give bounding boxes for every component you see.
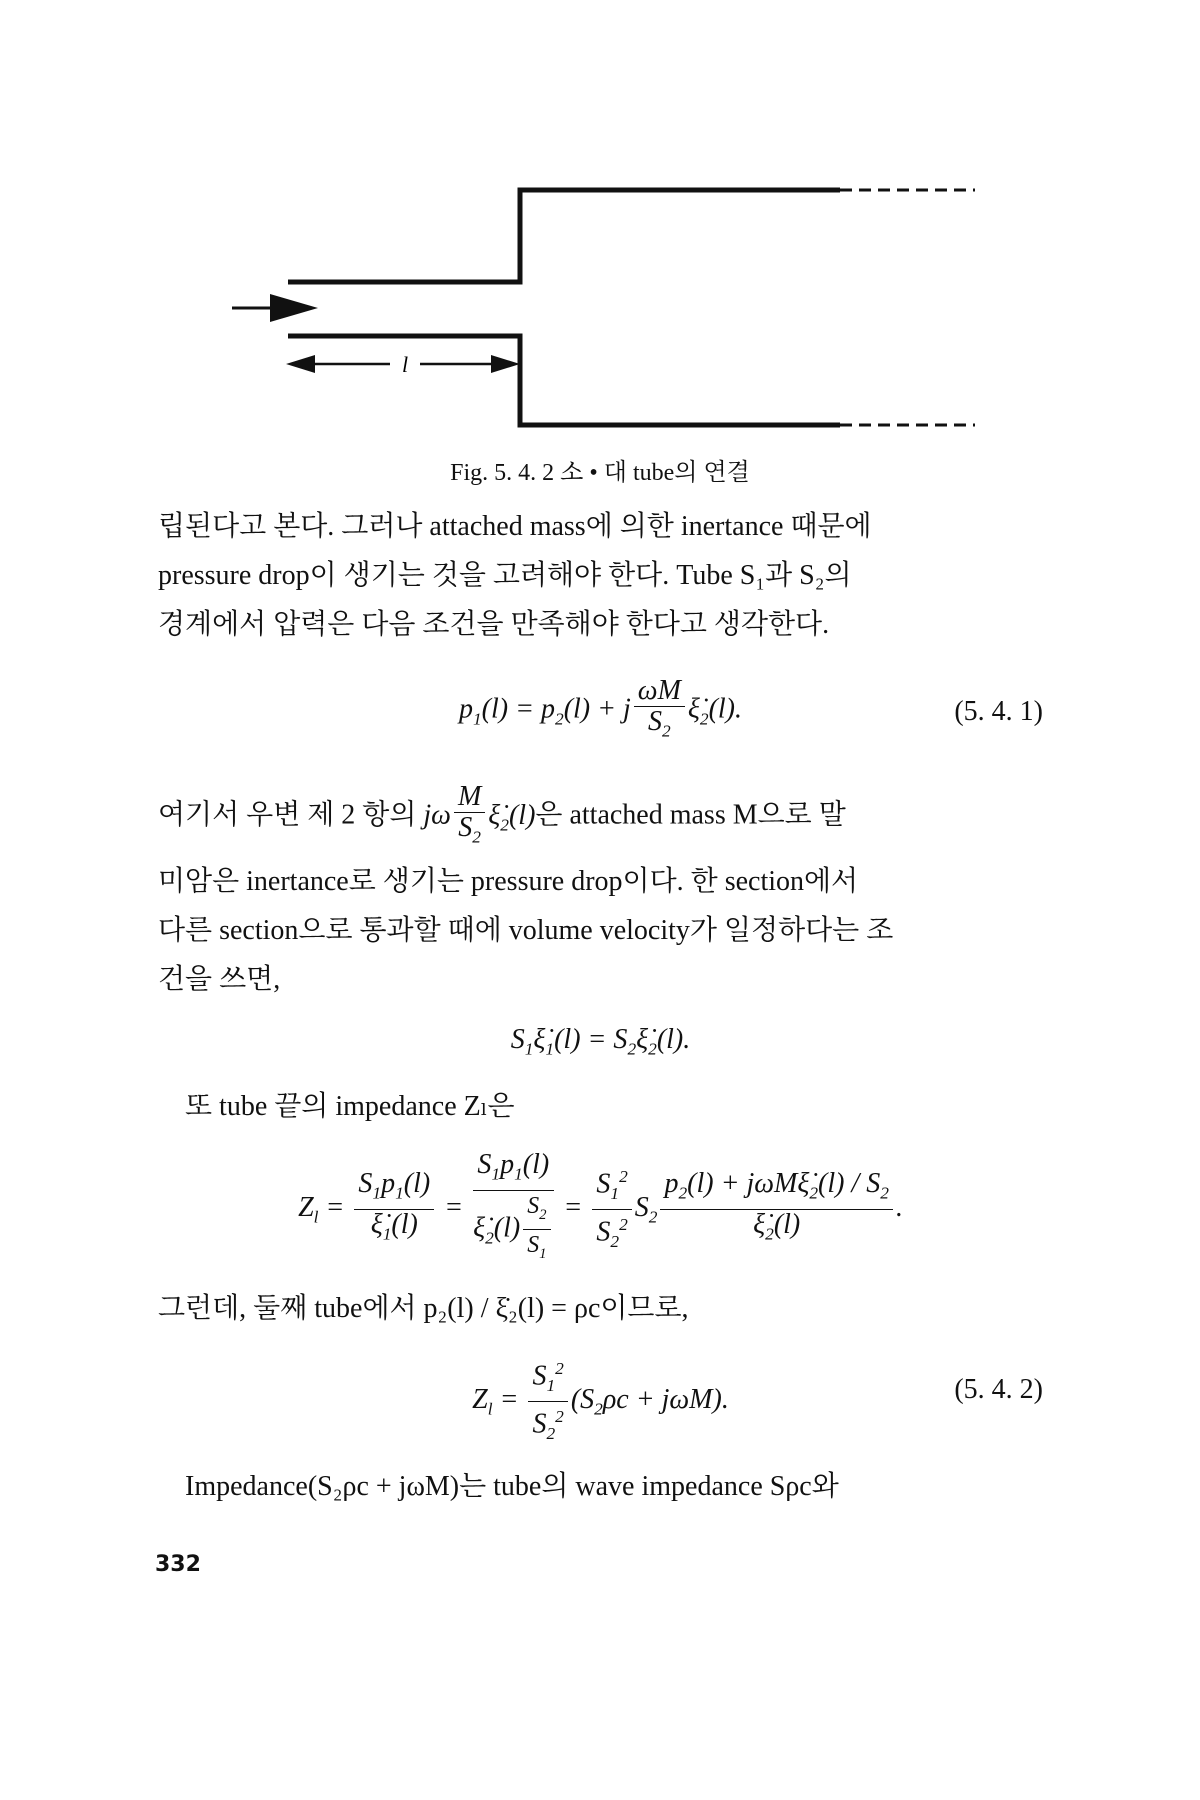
large-tube-upper-wall	[288, 190, 840, 282]
paragraph-2: 여기서 우변 제 2 항의 jω $\frac{M}{S_2}$ $\xi̇_2(l)$은 attached mass M으로 말 미암은 inertance로 생기는 pressure drop이다. 한 section에서 다른 section으로 통과할 때에 volume velocity가 일정하다는 조 건을 쓰면,	[158, 782, 1043, 1004]
tube-junction-figure	[0, 0, 1200, 500]
text-line: 경계에서 압력은 다음 조건을 만족해야 한다고 생각한다.	[158, 609, 830, 640]
text-line: 립된다고 본다. 그러나 attached mass에 의한 inertance 때문에	[158, 511, 872, 542]
text-line: pressure drop이 생기는 것을 고려해야 한다. Tube S₁과 S₂의	[158, 560, 852, 591]
equation-continuity: $S_1\xi̇_1(l)$ = $S_2\xi̇_2(l)$.	[510, 1024, 691, 1059]
equation-5-4-2: $Z_l$ = $\frac{S_1^2}{S_2^2}$ $(S_2\rho c + j\omega M)$. (5. 4. 2)	[158, 1350, 1043, 1430]
text-line: 다른 section으로 통과할 때에 volume velocity가 일정하다는 조	[158, 915, 894, 947]
equation-impedance: $Z_l$ = $\frac{S_1p_1(l)}{\xi̇_1(l)}$ = $S_1p_1(l)$ $\xi̇_2(l)$ $\frac{S_2}{S_1}$ = $\frac{S_1^2}{S_2^2}$ $S_2$ $\frac{p_2(l) + j\omega M\xi̇_2(l) / S_2}{\xi̇_2(l)}$ .	[298, 1149, 903, 1263]
length-arrow-left-head	[286, 355, 315, 373]
length-arrow-right-head	[491, 355, 520, 373]
paragraph-4	[158, 1284, 1043, 1333]
equation-5-4-1: $p_1(l) = p_2(l) + j$ $\frac{\omega M}{S_2}$ $\xi̇_2(l)$. (5. 4. 1)	[458, 675, 1043, 741]
text-line: 또 tube 끝의 impedance Zₗ은	[185, 1091, 515, 1122]
text-line: Impedance(S₂ρc + jωM)는 tube의 wave impedance Sρc와	[185, 1471, 839, 1502]
large-tube-lower-wall	[288, 336, 840, 425]
length-label: l	[401, 352, 409, 377]
text-line: 그런데, 둘째 tube에서 p₂(l) / ξ̇₂(l) = ρc이므로,	[158, 1293, 689, 1324]
equation-number: (5. 4. 1)	[954, 696, 1043, 727]
page-number: 332	[155, 1552, 201, 1577]
flow-arrow-head	[270, 294, 318, 322]
text-line: 미암은 inertance로 생기는 pressure drop이다. 한 section에서	[158, 866, 859, 898]
paragraph-5	[185, 1462, 1043, 1511]
text-line: 건을 쓰면,	[158, 964, 281, 996]
figure-caption: Fig. 5. 4. 2 소 • 대 tube의 연결	[450, 460, 750, 486]
text-fragment: 은 attached mass M으로 말	[535, 799, 846, 831]
paragraph-3	[185, 1082, 1070, 1131]
equation-number: (5. 4. 2)	[954, 1374, 1043, 1405]
paragraph-1	[158, 502, 1043, 649]
text-fragment: 여기서 우변 제 2 항의	[158, 799, 417, 831]
